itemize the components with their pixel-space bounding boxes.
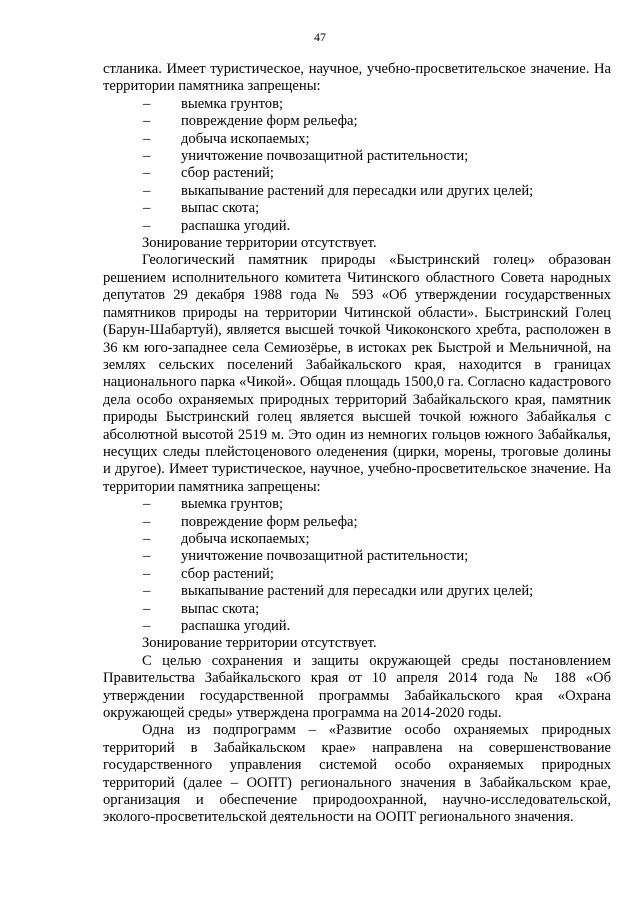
paragraph: Зонирование территории отсутствует.: [142, 235, 377, 252]
list-item-text: уничтожение почвозащитной растительности;: [181, 148, 469, 165]
list-item: [103, 496, 611, 513]
list-item: [103, 165, 611, 182]
list-item-text: уничтожение почвозащитной растительности;: [181, 548, 469, 565]
list-item: [103, 618, 611, 635]
list-item: [103, 514, 611, 531]
list-item: [103, 96, 611, 113]
list-item-text: распашка угодий.: [181, 618, 291, 634]
list-dash-marker: –: [143, 583, 151, 600]
list-dash-marker: –: [143, 548, 151, 565]
list-dash-marker: –: [143, 217, 151, 234]
paragraph: стланика. Имеет туристическое, научное, учебно-просветительское значение. На территории памятника запрещены:: [103, 61, 611, 95]
list-item: [103, 113, 611, 130]
paragraph: Зонирование территории отсутствует.: [142, 635, 377, 652]
list-dash-marker: –: [143, 95, 151, 112]
list-dash-marker: –: [143, 113, 151, 130]
list-item: [103, 200, 611, 217]
page-body: [103, 61, 611, 827]
list-item-text: повреждение форм рельефа;: [181, 113, 358, 130]
page-number: 47: [314, 30, 326, 44]
list-item: [103, 183, 611, 200]
list-item: [103, 148, 611, 165]
list-item: [103, 601, 611, 618]
list-item: [103, 548, 611, 565]
list-dash-marker: –: [143, 165, 151, 182]
list-item-text: добыча ископаемых;: [181, 130, 310, 147]
paragraph: Одна из подпрограмм – «Развитие особо охраняемых природных территорий в Забайкальском крае» направлена на совершенствование государственного управления системой особо охраняемых природных территорий (далее – ООПТ) регионального значения в Забайкальском крае, организация и обеспечение природоохранной, научно-исследовательской, эколого-просветительской деятельности на ООПТ регионального значения.: [103, 722, 611, 826]
prohibition-list: [103, 96, 611, 235]
prohibition-list: [103, 496, 611, 635]
list-dash-marker: –: [143, 513, 151, 530]
list-item-text: сбор растений;: [181, 565, 274, 582]
list-item-text: выпас скота;: [181, 600, 260, 617]
paragraph: С целью сохранения и защиты окружающей среды постановлением Правительства Забайкальского края от 10 апреля 2014 года № 188 «Об утверждении государственной программы Забайкальского края «Охрана окружающей среды» утверждена программа на 2014-2020 годы.: [103, 652, 611, 722]
paragraph: Геологический памятник природы «Быстринский голец» образован решением исполнительного комитета Читинского областного Совета народных депутатов 29 декабря 1988 года № 593 «Об утверждении государственных памятников природы на территории Читинской области». Быстринский Голец (Барун-Шабартуй), является высшей точкой Чикоконского хребта, расположен в 36 км юго-западнее села Семиозёрье, в истоках рек Быстрой и Мельничной, на землях сельских поселений Забайкальского края, находится в границах национального парка «Чикой». Общая площадь 1500,0 га. Согласно кадастрового дела особо охраняемых природных территорий Забайкальского края, памятник природы Быстринский голец является высшей точкой южного Забайкалья с абсолютной высотой 2519 м. Это один из немногих гольцов южного Забайкалья, несущих следы плейстоценового оледенения (цирки, морены, троговые долины и другое). Имеет туристическое, научное, учебно-просветительское значение. На территории памятника запрещены:: [103, 252, 611, 495]
list-item-text: повреждение форм рельефа;: [181, 513, 358, 530]
list-dash-marker: –: [143, 130, 151, 147]
list-item-text: выемка грунтов;: [181, 95, 284, 112]
list-item-text: выпас скота;: [181, 200, 260, 217]
list-dash-marker: –: [143, 182, 151, 199]
list-dash-marker: –: [143, 148, 151, 165]
list-dash-marker: –: [143, 496, 151, 513]
list-item-text: сбор растений;: [181, 165, 274, 182]
list-dash-marker: –: [143, 200, 151, 217]
list-item: [103, 583, 611, 600]
list-item: [103, 566, 611, 583]
list-item-text: выемка грунтов;: [181, 496, 284, 513]
list-dash-marker: –: [143, 530, 151, 547]
list-dash-marker: –: [143, 565, 151, 582]
list-dash-marker: –: [143, 600, 151, 617]
list-item: [103, 218, 611, 235]
list-item-text: выкапывание растений для пересадки или других целей;: [181, 583, 534, 600]
list-item-text: добыча ископаемых;: [181, 530, 310, 547]
list-item: [103, 131, 611, 148]
list-item-text: распашка угодий.: [181, 217, 291, 234]
list-item-text: выкапывание растений для пересадки или других целей;: [181, 182, 534, 199]
list-dash-marker: –: [143, 618, 151, 634]
list-item: [103, 531, 611, 548]
